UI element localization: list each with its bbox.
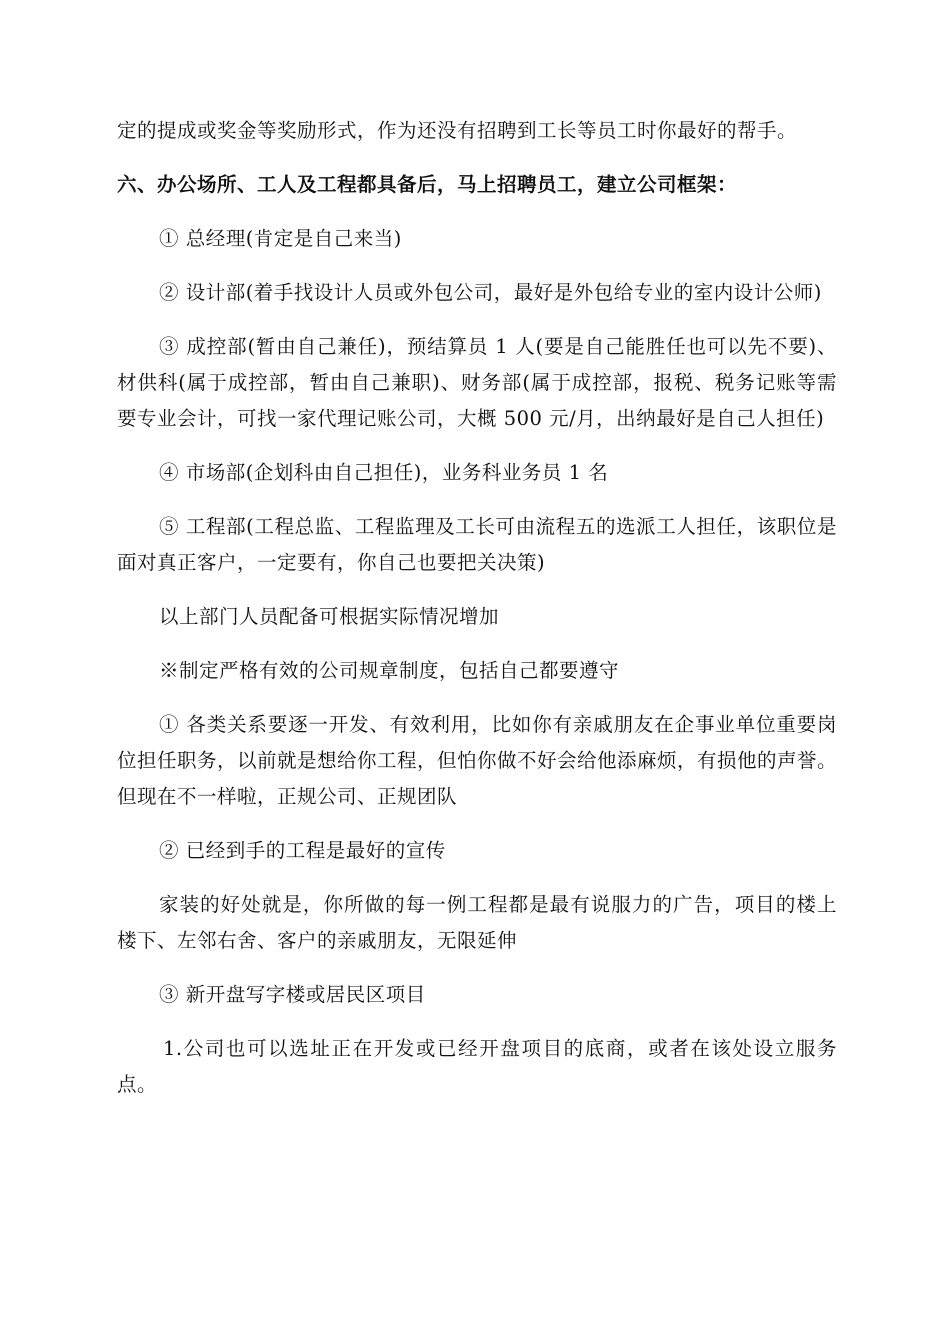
list-item-engineering-dept: ⑤ 工程部(工程总监、工程监理及工长可由流程五的选派工人担任，该职位是面对真正客户，一定要有，你自己也要把关决策) <box>117 515 837 574</box>
document-body <box>117 113 837 1121</box>
sub-item-site-selection: 1.公司也可以选址正在开发或已经开盘项目的底商，或者在该处设立服务点。 <box>117 1037 837 1096</box>
note-staffing: 以上部门人员配备可根据实际情况增加 <box>159 605 500 628</box>
paragraph-continuation: 定的提成或奖金等奖励形式，作为还没有招聘到工长等员工时你最好的帮手。 <box>117 119 798 142</box>
list-item-existing-projects: ② 已经到手的工程是最好的宣传 <box>159 839 446 862</box>
note-company-rules: ※制定严格有效的公司规章制度，包括自己都要遵守 <box>159 659 620 682</box>
list-item-relationships: ① 各类关系要逐一开发、有效利用，比如你有亲戚朋友在企事业单位重要岗位担任职务，以前就是想给你工程，但怕你做不好会给他添麻烦，有损他的声誉。但现在不一样啦，正规公司、正规团队 <box>117 713 838 808</box>
list-item-cost-control-dept: ③ 成控部(暂由自己兼任)，预结算员 1 人(要是自己能胜任也可以先不要)、材供科(属于成控部，暂由自己兼职)、财务部(属于成控部，报税、税务记账等需要专业会计，可找一家代理记账公司，大概 500 元/月，出纳最好是自己人担任) <box>117 335 837 430</box>
list-item-new-projects: ③ 新开盘写字楼或居民区项目 <box>159 983 426 1006</box>
section-heading-six: 六、办公场所、工人及工程都具备后，马上招聘员工，建立公司框架： <box>117 173 738 196</box>
paragraph-home-decoration: 家装的好处就是，你所做的每一例工程都是最有说服力的广告，项目的楼上楼下、左邻右舍、客户的亲戚朋友，无限延伸 <box>117 893 837 952</box>
list-item-design-dept: ② 设计部(着手找设计人员或外包公司，最好是外包给专业的室内设计公师) <box>159 281 822 304</box>
list-item-general-manager: ① 总经理(肯定是自己来当) <box>159 227 402 250</box>
list-item-marketing-dept: ④ 市场部(企划科由自己担任)，业务科业务员 1 名 <box>159 461 609 484</box>
